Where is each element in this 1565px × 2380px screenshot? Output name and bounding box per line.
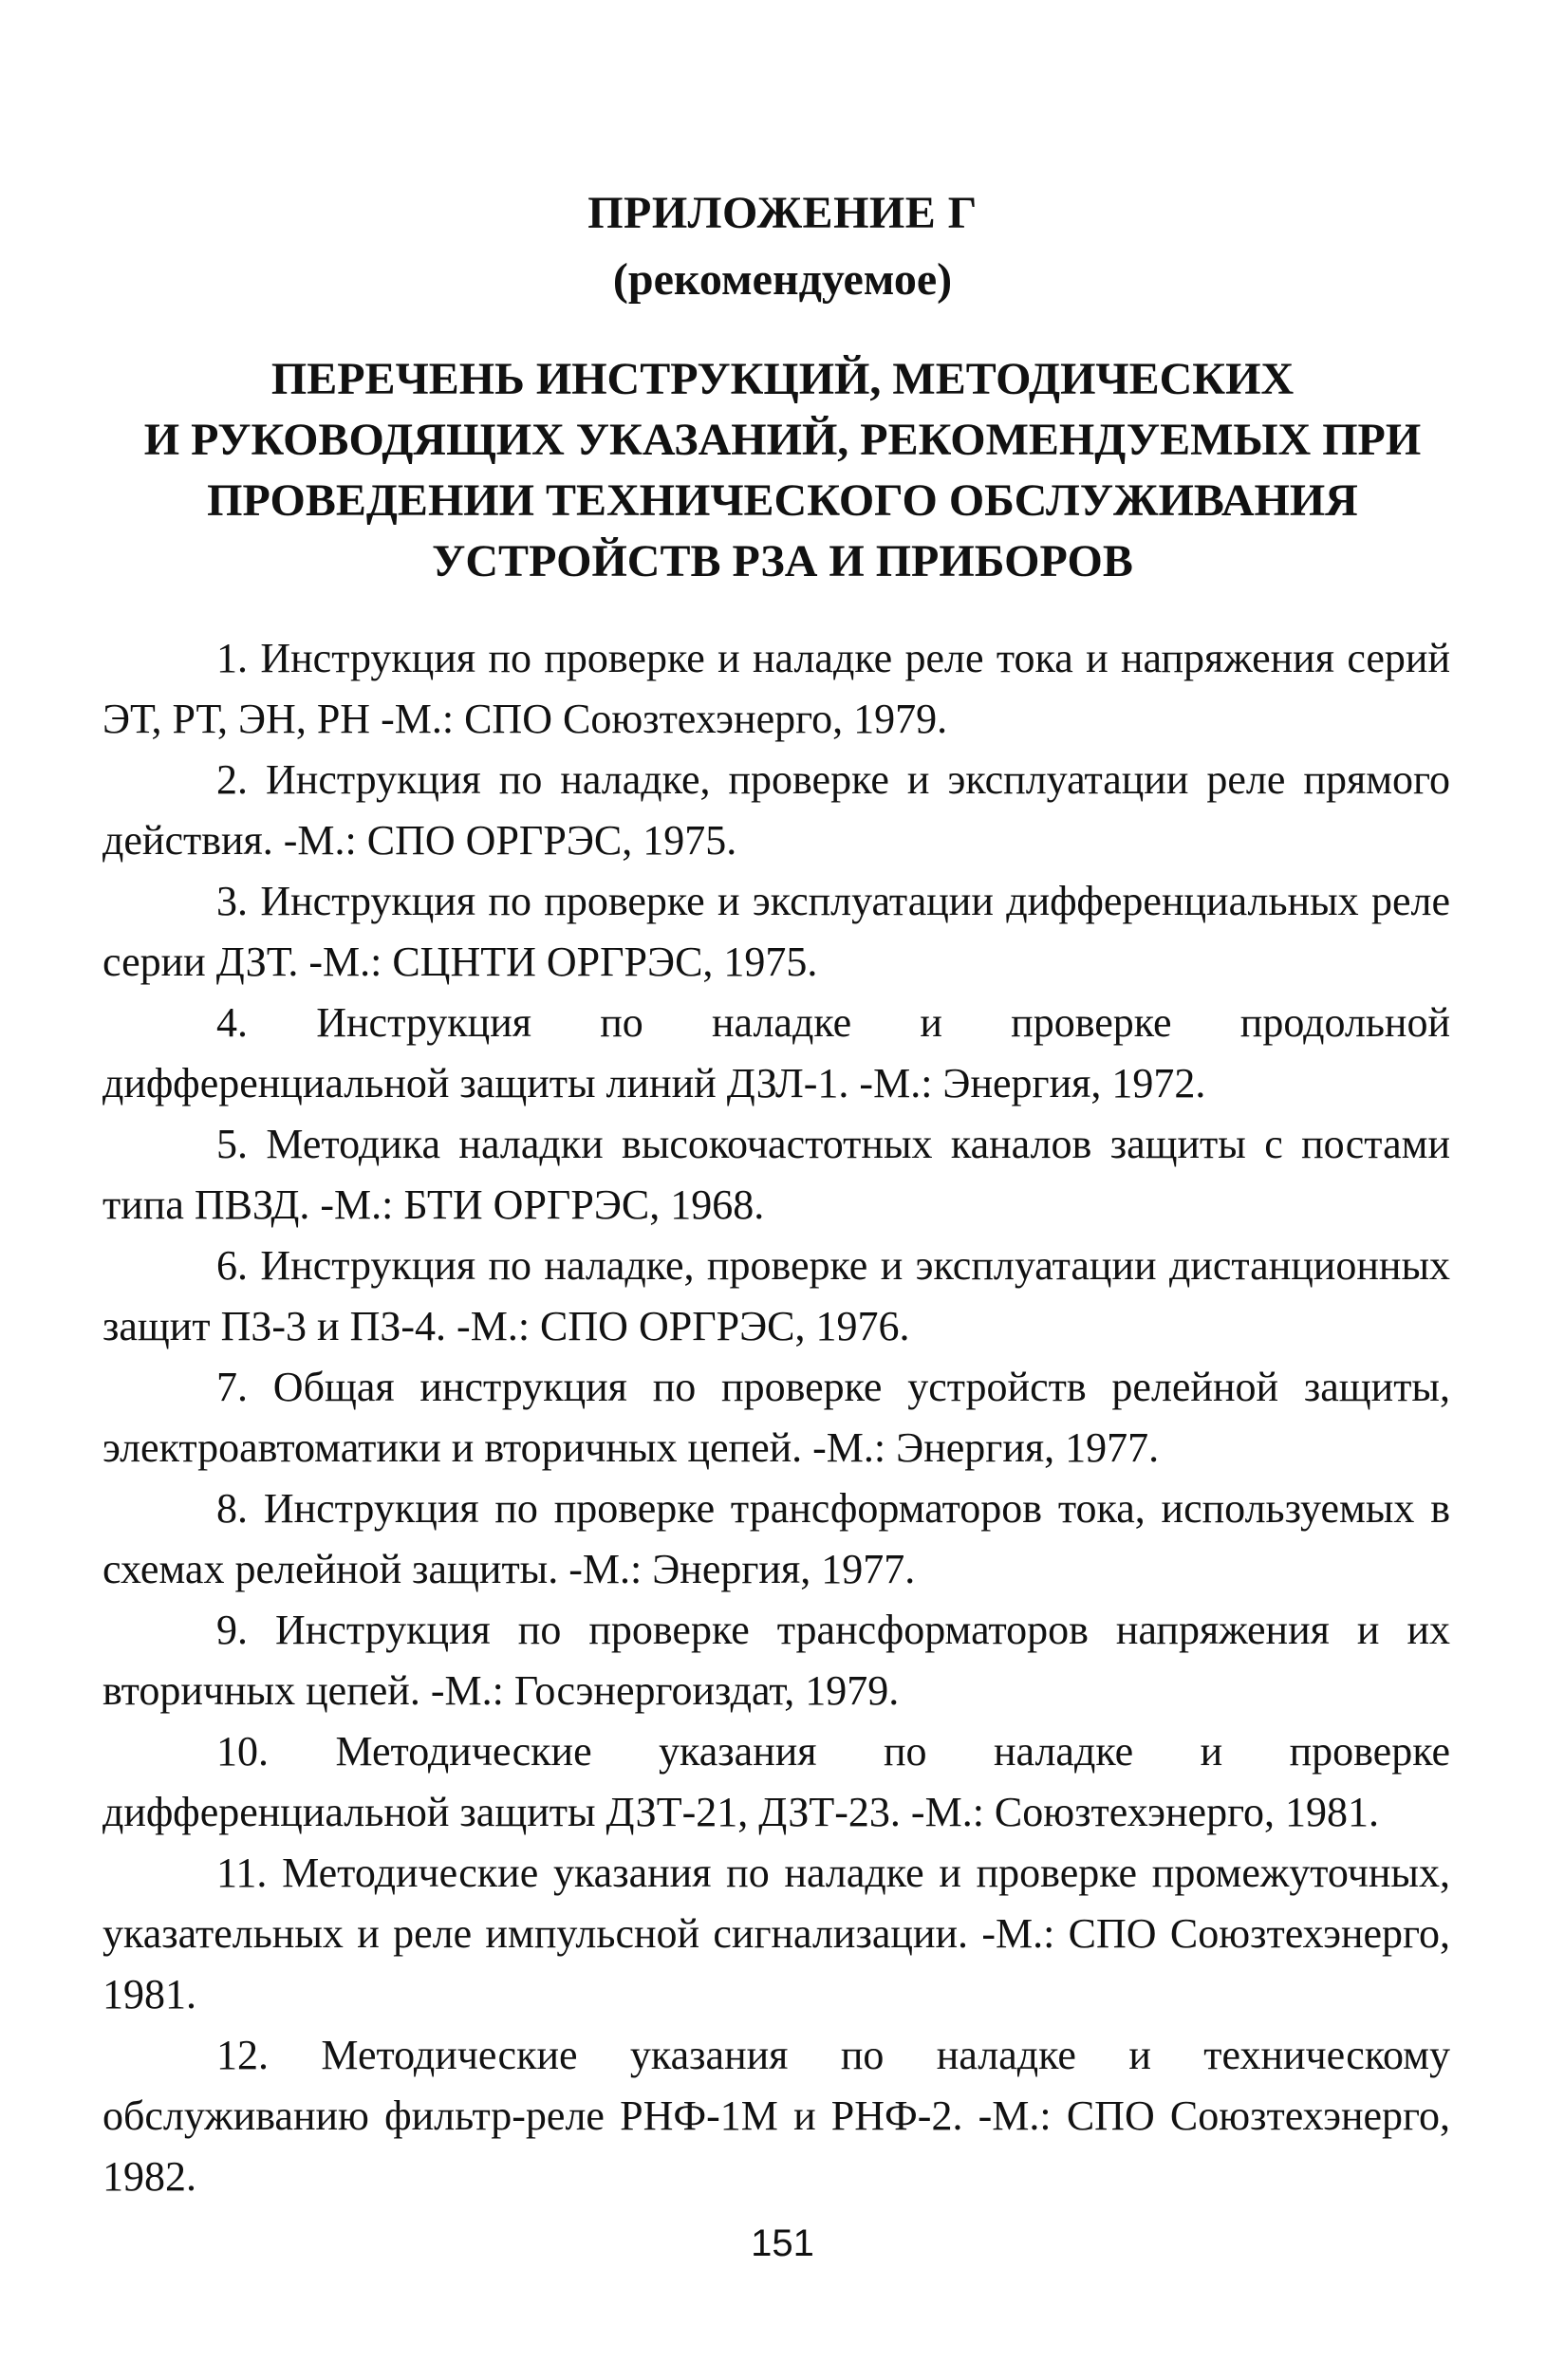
- main-title: [109, 349, 1457, 592]
- item-text: Инструкция по наладке, проверке и эксплуатации реле прямого действия. -М.: СПО ОРГРЭС, 1975.: [102, 756, 1451, 864]
- list-item: [102, 993, 1450, 1114]
- list-item: [102, 1843, 1450, 2025]
- item-number: 10.: [216, 1728, 269, 1775]
- appendix-title: ПРИЛОЖЕНИЕ Г: [587, 188, 978, 238]
- list-item: [102, 1357, 1450, 1478]
- item-number: 2.: [216, 756, 248, 803]
- item-text: Инструкция по наладке, проверке и эксплуатации дистанционных защит ПЗ-3 и ПЗ-4. -М.: СПО ОРГРЭС, 1976.: [102, 1242, 1451, 1349]
- item-text: Инструкция по наладке и проверке продольной дифференциальной защиты линий ДЗЛ-1. -М.: Энергия, 1972.: [102, 999, 1450, 1106]
- list-item: [102, 1721, 1450, 1843]
- item-text: Методика наладки высокочастотных каналов защиты с постами типа ПВЗД. -М.: БТИ ОРГРЭС, 1968.: [102, 1121, 1450, 1228]
- item-number: 9.: [216, 1607, 248, 1653]
- list-item: [102, 1478, 1450, 1600]
- item-text: Методические указания по наладке и проверке дифференциальной защиты ДЗТ-21, ДЗТ-23. -М.: Союзтехэнерго, 1981.: [102, 1728, 1451, 1835]
- list-item: [102, 1600, 1450, 1721]
- item-number: 3.: [216, 878, 248, 924]
- item-number: 11.: [216, 1850, 268, 1896]
- item-text: Методические указания по наладке и проверке промежуточных, указательных и реле импульсной сигнализации. -М.: СПО Союзтехэнерго, 1981.: [102, 1850, 1450, 2017]
- item-text: Методические указания по наладке и техническому обслуживанию фильтр-реле РНФ-1М и РНФ-2. -М.: СПО Союзтехэнерго, 1982.: [102, 2032, 1450, 2200]
- main-title-line: ПЕРЕЧЕНЬ ИНСТРУКЦИЙ, МЕТОДИЧЕСКИХ: [270, 354, 1295, 404]
- item-number: 5.: [216, 1121, 248, 1167]
- list-item: [102, 1236, 1450, 1357]
- list-item: [102, 1114, 1450, 1236]
- main-title-line: И РУКОВОДЯЩИХ УКАЗАНИЙ, РЕКОМЕНДУЕМЫХ ПРИ: [143, 415, 1422, 465]
- list-item: [102, 750, 1450, 871]
- item-text: Инструкция по проверке трансформаторов напряжения и их вторичных цепей. -М.: Госэнергоиздат, 1979.: [102, 1607, 1451, 1714]
- main-title-line: ПРОВЕДЕНИИ ТЕХНИЧЕСКОГО ОБСЛУЖИВАНИЯ: [207, 475, 1358, 526]
- item-text: Инструкция по проверке трансформаторов тока, используемых в схемах релейной защиты. -М.: Энергия, 1977.: [102, 1485, 1450, 1592]
- item-text: Инструкция по проверке и наладке реле тока и напряжения серий ЭТ, РТ, ЭН, РН -М.: СПО Союзтехэнерго, 1979.: [102, 635, 1451, 742]
- list-item: [102, 2025, 1450, 2207]
- item-text: Инструкция по проверке и эксплуатации дифференциальных реле серии ДЗТ. -М.: СЦНТИ ОРГРЭС, 1975.: [102, 878, 1451, 985]
- list-item: [102, 628, 1450, 750]
- appendix-subtitle: (рекомендуемое): [612, 254, 953, 305]
- instruction-list: [102, 628, 1450, 2207]
- item-text: Общая инструкция по проверке устройств релейной защиты, электроавтоматики и вторичных цепей. -М.: Энергия, 1977.: [102, 1364, 1450, 1471]
- page-header: [0, 180, 1565, 592]
- list-item: [102, 871, 1450, 993]
- page-number: 151: [751, 2222, 814, 2264]
- item-number: 8.: [216, 1485, 248, 1532]
- item-number: 6.: [216, 1242, 248, 1289]
- main-title-line: УСТРОЙСТВ РЗА И ПРИБОРОВ: [432, 536, 1133, 586]
- item-number: 12.: [216, 2032, 269, 2078]
- item-number: 4.: [216, 999, 248, 1046]
- item-number: 7.: [216, 1364, 248, 1410]
- item-number: 1.: [216, 635, 248, 681]
